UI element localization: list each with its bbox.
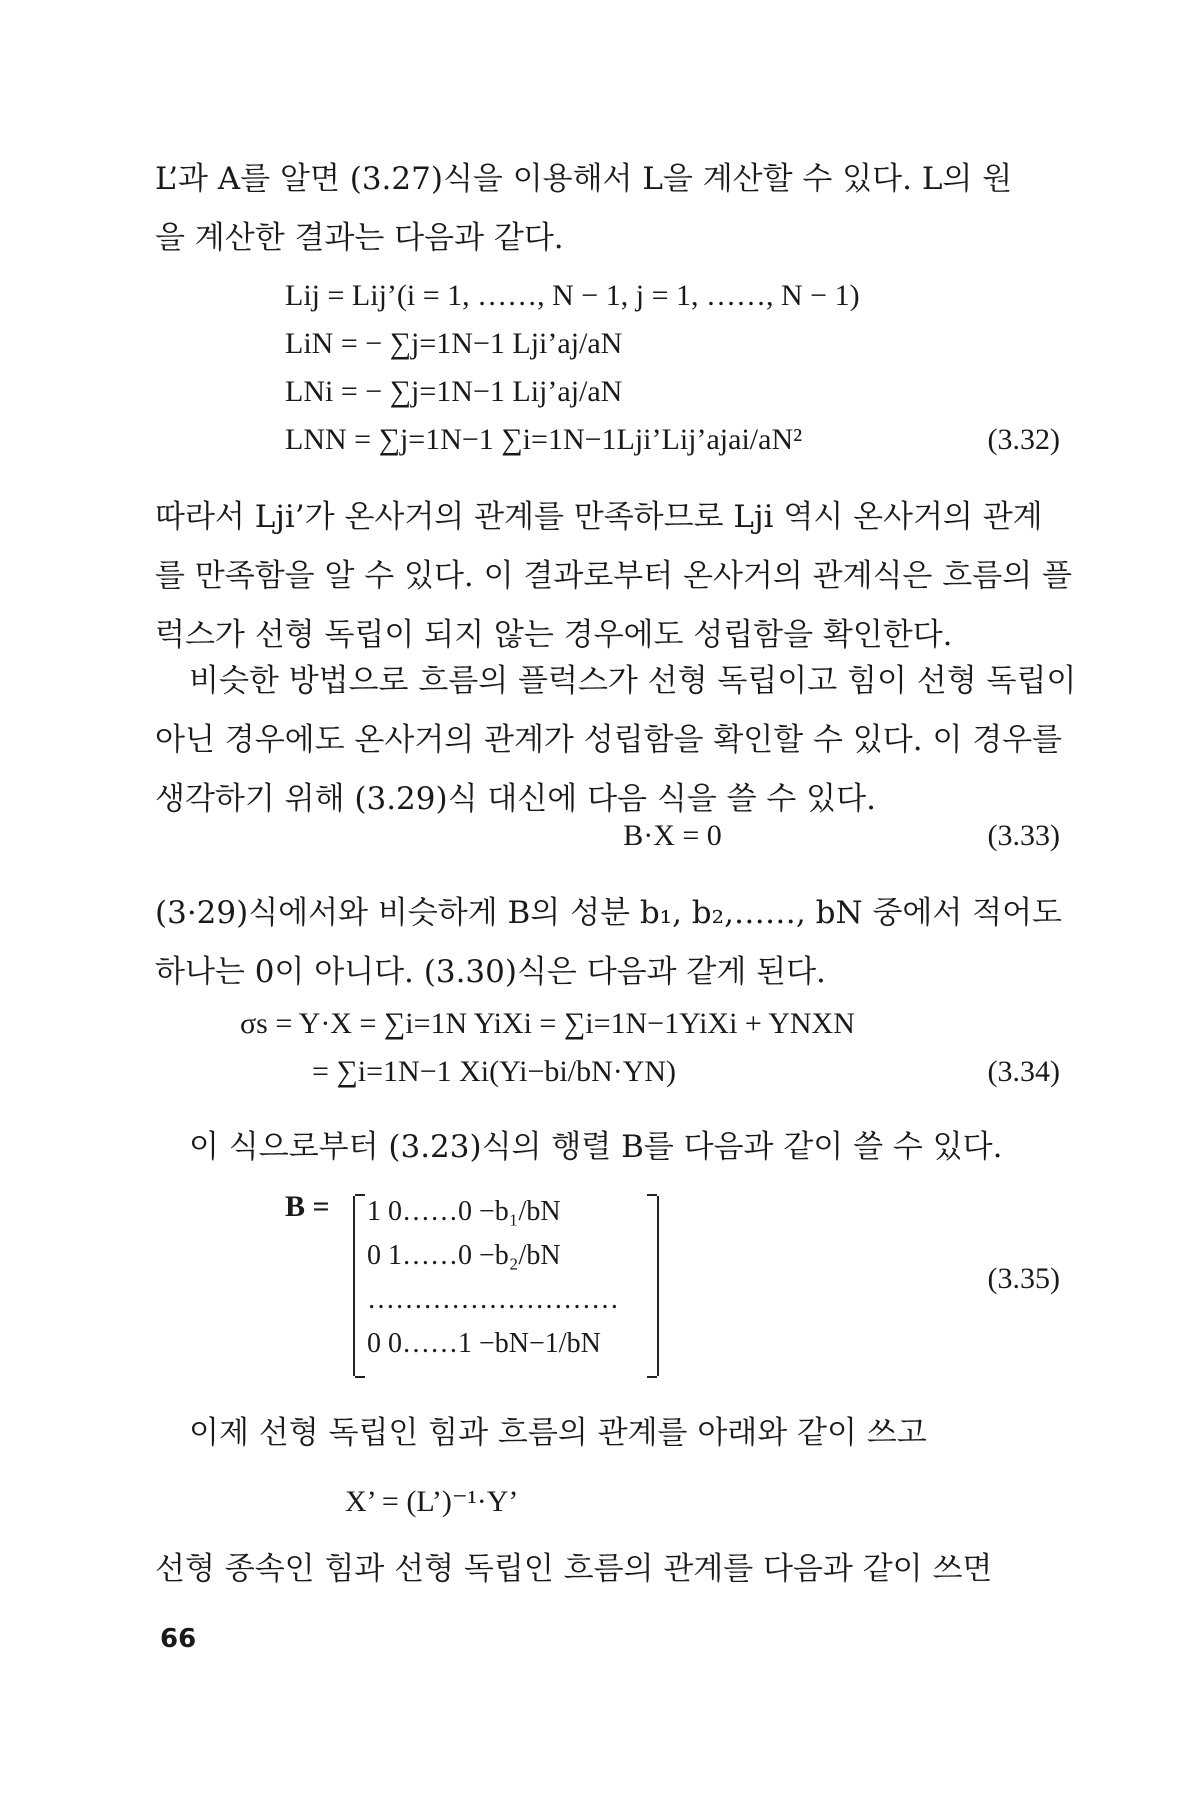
equation-line	[285, 812, 1060, 860]
text-line: L’과 A를 알면 (3.27)식을 이용해서 L을 계산할 수 있다. L의 원	[155, 161, 1013, 197]
equation-3-35	[285, 1188, 1060, 1378]
equation-3-34	[240, 1000, 1060, 1096]
equation-line: σs = Y·X = ∑i=1N YiXi = ∑i=1N−1YiXi + YNXN	[240, 1007, 855, 1040]
text-line: 따라서 Lji’가 온사거의 관계를 만족하므로 Lji 역시 온사거의 관계	[155, 499, 1043, 535]
equation-text: = ∑i=1N−1 Xi(Yi−bi/bN·YN)	[312, 1055, 677, 1088]
page-number: 66	[160, 1624, 197, 1654]
text-line: 을 계산한 결과는 다음과 같다.	[155, 220, 564, 256]
matrix-row: 0 1……0 −b₂/bN	[367, 1240, 561, 1271]
text-line: 아닌 경우에도 온사거의 관계가 성립함을 확인할 수 있다. 이 경우를	[155, 722, 1063, 758]
paragraph-1	[155, 150, 1060, 268]
text-line: 를 만족함을 알 수 있다. 이 결과로부터 온사거의 관계식은 흐름의 플	[155, 558, 1072, 594]
paragraph-3	[155, 652, 1077, 829]
equation-number: (3.34)	[987, 1055, 1060, 1088]
equation-line: Lij = Lij’(i = 1, ……, N − 1, j = 1, ……, N − 1)	[285, 279, 860, 312]
text-line: 이제 선형 독립인 힘과 흐름의 관계를 아래와 같이 쓰고	[189, 1415, 927, 1451]
paragraph-4	[155, 884, 1060, 1002]
matrix-row: ………………………	[367, 1284, 619, 1315]
equation-text: B·X = 0	[623, 819, 722, 852]
equation-number: (3.33)	[987, 819, 1060, 852]
text-line: 이 식으로부터 (3.23)식의 행렬 B를 다음과 같이 쓸 수 있다.	[189, 1129, 1003, 1165]
equation-number: (3.32)	[987, 423, 1060, 456]
matrix-label: B =	[285, 1190, 330, 1223]
equation-3-32	[285, 272, 1060, 464]
paragraph-6	[155, 1404, 1060, 1463]
equation-3-33	[285, 812, 1060, 860]
equation-text: LNN = ∑j=1N−1 ∑i=1N−1Lji’Lij’ajai/aN²	[285, 423, 803, 456]
text-line: (3·29)식에서와 비슷하게 B의 성분 b₁, b₂,……, bN 중에서 적어도	[155, 895, 1062, 931]
text-line: 럭스가 선형 독립이 되지 않는 경우에도 성립함을 확인한다.	[155, 617, 953, 653]
equation-number: (3.35)	[987, 1262, 1060, 1295]
paragraph-5	[155, 1118, 1060, 1177]
equation-line	[240, 1048, 1060, 1096]
equation-x-prime	[345, 1478, 645, 1526]
paragraph-2	[155, 488, 1072, 665]
matrix-row: 1 0……0 −b₁/bN	[367, 1196, 561, 1227]
text-line: 생각하기 위해 (3.29)식 대신에 다음 식을 쓸 수 있다.	[155, 781, 876, 817]
matrix-row: 0 0……1 −bN−1/bN	[367, 1328, 601, 1359]
equation-line: LiN = − ∑j=1N−1 Lji’aj/aN	[285, 327, 623, 360]
text-line: 선형 종속인 힘과 선형 독립인 흐름의 관계를 다음과 같이 쓰면	[155, 1551, 993, 1587]
text-line: 하나는 0이 아니다. (3.30)식은 다음과 같게 된다.	[155, 954, 826, 990]
paragraph-7	[155, 1540, 1060, 1599]
text-line: 비슷한 방법으로 흐름의 플럭스가 선형 독립이고 힘이 선형 독립이	[189, 663, 1077, 699]
equation-line	[285, 416, 1060, 464]
equation-line: X’ = (L’)⁻¹·Y’	[345, 1485, 519, 1518]
equation-line: LNi = − ∑j=1N−1 Lij’aj/aN	[285, 375, 623, 408]
